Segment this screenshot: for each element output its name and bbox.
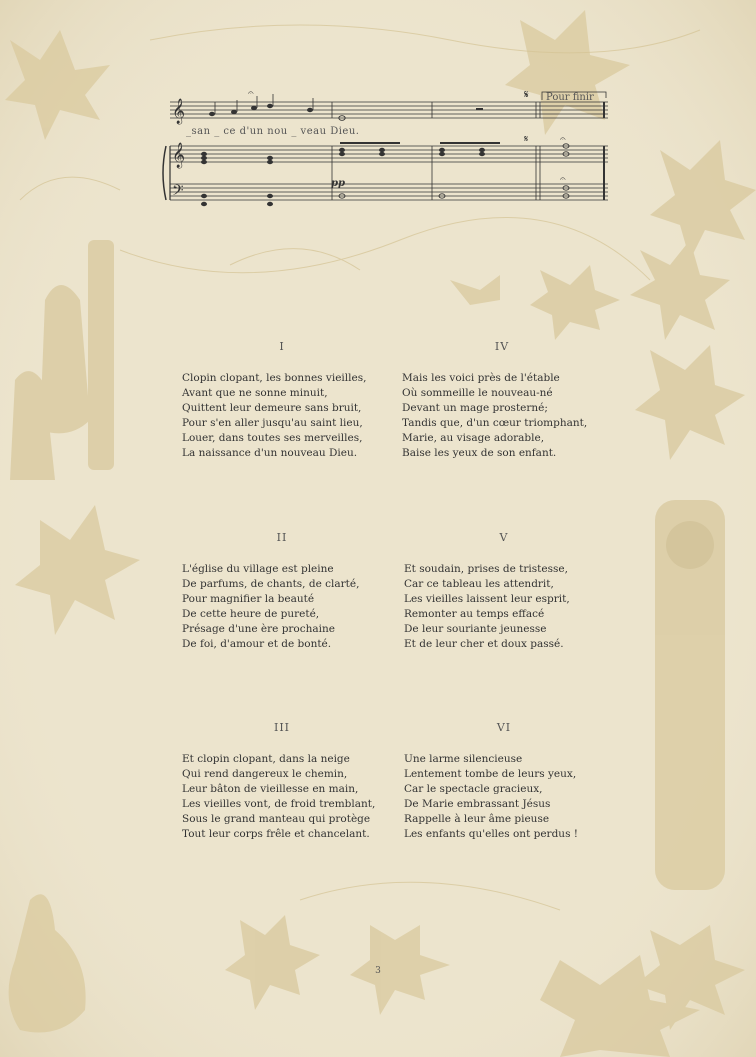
verse-line: Avant que ne sonne minuit, <box>182 387 328 399</box>
stanza-numeral: I <box>279 340 285 353</box>
svg-text:𝄐: 𝄐 <box>248 88 254 99</box>
verse-line: Mais les voici près de l'étable <box>402 372 560 384</box>
verse-line: Sous le grand manteau qui protège <box>182 813 371 825</box>
stanza-3 <box>182 721 382 842</box>
stanza-numeral: II <box>276 531 288 544</box>
stanza-1 <box>182 340 382 461</box>
verse-line: De cette heure de pureté, <box>182 608 320 620</box>
svg-text:𝄐: 𝄐 <box>560 174 566 185</box>
music-score <box>160 84 610 226</box>
verse-line: Tandis que, d'un cœur triomphant, <box>402 417 588 429</box>
svg-text:𝄢: 𝄢 <box>172 182 184 203</box>
verse-line: Présage d'une ère prochaine <box>182 623 335 635</box>
verse-line: Les enfants qu'elles ont perdus ! <box>404 828 579 840</box>
page-number: 3 <box>375 966 381 976</box>
verse-line: Une larme silencieuse <box>404 753 523 765</box>
stanza-5 <box>404 531 604 652</box>
verse-line: Où sommeille le nouveau-né <box>402 387 553 399</box>
svg-text:𝄞: 𝄞 <box>172 143 186 168</box>
verse-line: Clopin clopant, les bonnes vieilles, <box>182 372 367 384</box>
verse-line: Quittent leur demeure sans bruit, <box>182 402 362 414</box>
verse-line: Les vieilles laissent leur esprit, <box>404 593 570 605</box>
verse-line: Pour magnifier la beauté <box>182 593 315 605</box>
verse-line: Pour s'en aller jusqu'au saint lieu, <box>182 417 363 429</box>
verse-line: De Marie embrassant Jésus <box>404 798 551 810</box>
pour-finir-label: Pour finir <box>546 92 594 103</box>
verse-line: Lentement tombe de leurs yeux, <box>404 768 577 780</box>
svg-text:𝄐: 𝄐 <box>560 134 566 145</box>
svg-text:𝄞: 𝄞 <box>172 99 186 124</box>
svg-text:𝄋: 𝄋 <box>524 88 529 101</box>
verse-line: Baise les yeux de son enfant. <box>402 447 557 459</box>
verse-line: Et clopin clopant, dans la neige <box>182 753 350 765</box>
verse-line: De parfums, de chants, de clarté, <box>182 578 360 590</box>
stanza-numeral: III <box>273 721 291 734</box>
verse-line: Car ce tableau les attendrit, <box>404 578 554 590</box>
verse-line: De foi, d'amour et de bonté. <box>182 638 332 650</box>
verse-line: La naissance d'un nouveau Dieu. <box>182 447 358 459</box>
verse-line: Louer, dans toutes ses merveilles, <box>182 432 363 444</box>
stanza-numeral: VI <box>496 721 512 734</box>
verse-line: Marie, au visage adorable, <box>402 432 545 444</box>
stanza-numeral: V <box>499 531 509 544</box>
verse-line: De leur souriante jeunesse <box>404 623 547 635</box>
verse-line: Qui rend dangereux le chemin, <box>182 768 348 780</box>
score-lyric: _san _ ce d'un nou _ veau Dieu. <box>186 126 360 137</box>
verse-line: Et de leur cher et doux passé. <box>404 638 564 650</box>
verse-line: Leur bâton de vieillesse en main, <box>182 783 359 795</box>
verse-line: Les vieilles vont, de froid tremblant, <box>182 798 376 810</box>
stanza-2 <box>182 531 382 652</box>
stanza-4 <box>402 340 602 461</box>
verse-line: Remonter au temps effacé <box>404 608 545 620</box>
verse-line: Rappelle à leur âme pieuse <box>404 813 550 825</box>
dynamic-marking: pp <box>331 178 345 189</box>
stanza-6 <box>404 721 604 842</box>
verse-line: Tout leur corps frêle et chancelant. <box>182 828 370 840</box>
verse-line: Devant un mage prosterné; <box>402 402 548 414</box>
verse-line: Et soudain, prises de tristesse, <box>404 563 568 575</box>
verse-line: L'église du village est pleine <box>182 563 334 575</box>
verse-line: Car le spectacle gracieux, <box>404 783 543 795</box>
svg-text:𝄋: 𝄋 <box>524 134 529 145</box>
stanza-numeral: IV <box>494 340 510 353</box>
